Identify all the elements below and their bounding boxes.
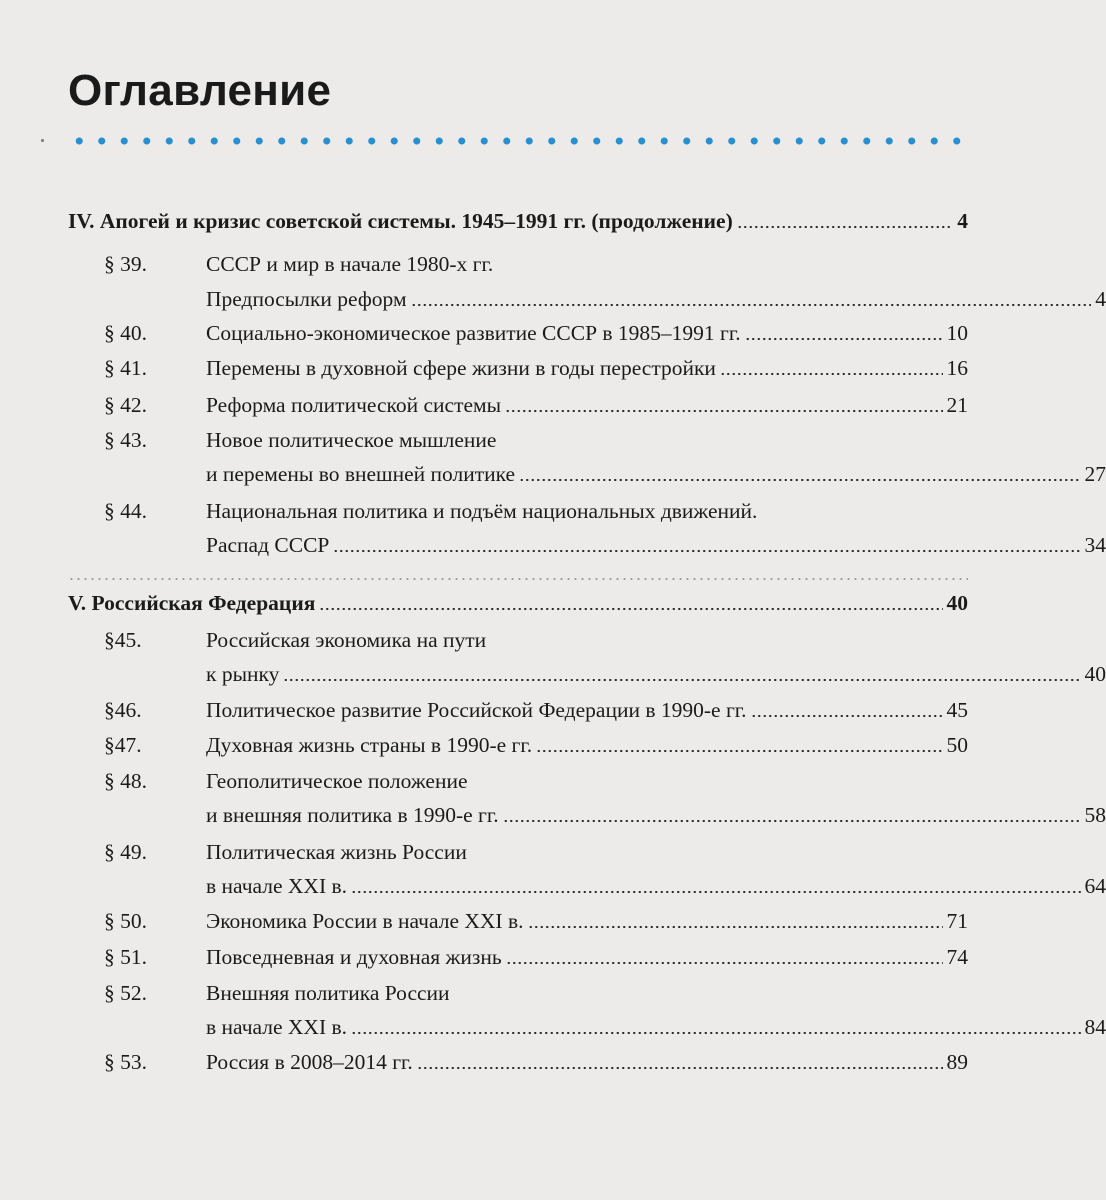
dot-leader: [319, 608, 942, 610]
toc-entry-43[interactable]: [68, 425, 968, 455]
toc-entry-44[interactable]: [68, 496, 968, 526]
toc-entry-45[interactable]: [68, 625, 968, 655]
page-number: 84: [1084, 1015, 1106, 1039]
section-title-line: и внешняя политика в 1990-е гг.: [206, 803, 499, 827]
toc-entry-53[interactable]: [68, 1047, 968, 1077]
section-title-line: Реформа политической системы: [206, 393, 502, 417]
page-number: 74: [946, 945, 968, 969]
section-title-line: Перемены в духовной сфере жизни в годы перестройки: [206, 356, 716, 380]
section-title-line: Повседневная и духовная жизнь: [206, 945, 502, 969]
section-number: § 43.: [104, 428, 147, 452]
page-number: 71: [946, 909, 968, 933]
section-number: §46.: [104, 698, 142, 722]
toc-entry-48[interactable]: [68, 766, 968, 796]
page-number: 34: [1084, 533, 1106, 557]
section-title-line: Национальная политика и подъём национальных движений.: [206, 499, 758, 523]
section-number: § 40.: [104, 321, 147, 345]
page-number: 4: [1095, 287, 1106, 311]
part-title: IV. Апогей и кризис советской системы. 1945–1991 гг. (продолжение): [68, 209, 733, 233]
dot-leader: [411, 304, 1092, 306]
section-number: § 53.: [104, 1050, 147, 1074]
margin-dot: [41, 139, 44, 142]
part-title: V. Российская Федерация: [68, 591, 316, 615]
section-title-line: Политическое развитие Российской Федерации в 1990-е гг.: [206, 698, 747, 722]
dot-leader: [737, 226, 953, 228]
dot-leader: [519, 479, 1080, 481]
toc-part-5[interactable]: [68, 588, 968, 618]
section-number: §45.: [104, 628, 142, 652]
toc-entry-39[interactable]: [68, 249, 968, 279]
section-title-line: в начале XXI в.: [206, 874, 348, 898]
dot-leader: [351, 1032, 1080, 1034]
section-number: § 49.: [104, 840, 147, 864]
toc-entry-39-cont[interactable]: [68, 284, 1106, 314]
toc-entry-44-cont[interactable]: [68, 530, 1106, 560]
toc-entry-42[interactable]: [68, 390, 968, 420]
dot-leader: [536, 750, 942, 752]
dot-leader: [720, 373, 943, 375]
toc-entry-40[interactable]: [68, 318, 968, 348]
toc-entry-45-cont[interactable]: [68, 659, 1106, 689]
section-number: § 52.: [104, 981, 147, 1005]
toc-part-4[interactable]: [68, 206, 968, 236]
toc-entry-41[interactable]: [68, 353, 968, 383]
page-number: 21: [946, 393, 968, 417]
dot-leader: [283, 679, 1080, 681]
page-number: 27: [1084, 462, 1106, 486]
section-number: § 51.: [104, 945, 147, 969]
dot-leader: [333, 550, 1080, 552]
toc-entry-47[interactable]: [68, 730, 968, 760]
section-number: § 41.: [104, 356, 147, 380]
toc-entry-48-cont[interactable]: [68, 800, 1106, 830]
toc-entry-52[interactable]: [68, 978, 968, 1008]
toc-entry-49[interactable]: [68, 837, 968, 867]
dot-leader: [745, 338, 943, 340]
dot-leader: [503, 820, 1081, 822]
page-number: 45: [946, 698, 968, 722]
section-title-line: Распад СССР: [206, 533, 330, 557]
page-number: 40: [946, 591, 968, 615]
table-of-contents: [68, 0, 1106, 1200]
page-number: 64: [1084, 874, 1106, 898]
section-number: § 39.: [104, 252, 147, 276]
page-number: 58: [1084, 803, 1106, 827]
page-number: 10: [946, 321, 968, 345]
page-number: 4: [957, 209, 968, 233]
dot-leader: [528, 926, 943, 928]
part-separator: [68, 578, 968, 580]
page-number: 50: [946, 733, 968, 757]
section-title-line: Российская экономика на пути: [206, 628, 487, 652]
toc-entry-52-cont[interactable]: [68, 1012, 1106, 1042]
dot-leader: [351, 891, 1080, 893]
toc-entry-50[interactable]: [68, 906, 968, 936]
section-title-line: к рынку: [206, 662, 280, 686]
dot-leader: [506, 962, 943, 964]
section-number: §47.: [104, 733, 142, 757]
section-title-line: Предпосылки реформ: [206, 287, 407, 311]
section-title-line: Россия в 2008–2014 гг.: [206, 1050, 413, 1074]
page-number: 89: [946, 1050, 968, 1074]
section-title-line: Социально-экономическое развитие СССР в 1985–1991 гг.: [206, 321, 741, 345]
section-number: § 44.: [104, 499, 147, 523]
section-number: § 50.: [104, 909, 147, 933]
toc-entry-51[interactable]: [68, 942, 968, 972]
dot-leader: [505, 410, 942, 412]
dot-leader: [751, 715, 943, 717]
section-title-line: Новое политическое мышление: [206, 428, 497, 452]
section-number: § 42.: [104, 393, 147, 417]
section-title-line: Внешняя политика России: [206, 981, 450, 1005]
section-title-line: Политическая жизнь России: [206, 840, 467, 864]
section-title-line: СССР и мир в начале 1980-х гг.: [206, 252, 494, 276]
toc-entry-43-cont[interactable]: [68, 459, 1106, 489]
section-title-line: Духовная жизнь страны в 1990-е гг.: [206, 733, 533, 757]
page-number: 16: [946, 356, 968, 380]
section-title-line: Экономика России в начале XXI в.: [206, 909, 524, 933]
page-title: Оглавление: [68, 66, 332, 115]
page-number: 40: [1084, 662, 1106, 686]
section-title-line: в начале XXI в.: [206, 1015, 348, 1039]
toc-entry-49-cont[interactable]: [68, 871, 1106, 901]
section-number: § 48.: [104, 769, 147, 793]
section-title-line: Геополитическое положение: [206, 769, 468, 793]
toc-entry-46[interactable]: [68, 695, 968, 725]
dot-leader: [417, 1067, 943, 1069]
section-title-line: и перемены во внешней политике: [206, 462, 516, 486]
